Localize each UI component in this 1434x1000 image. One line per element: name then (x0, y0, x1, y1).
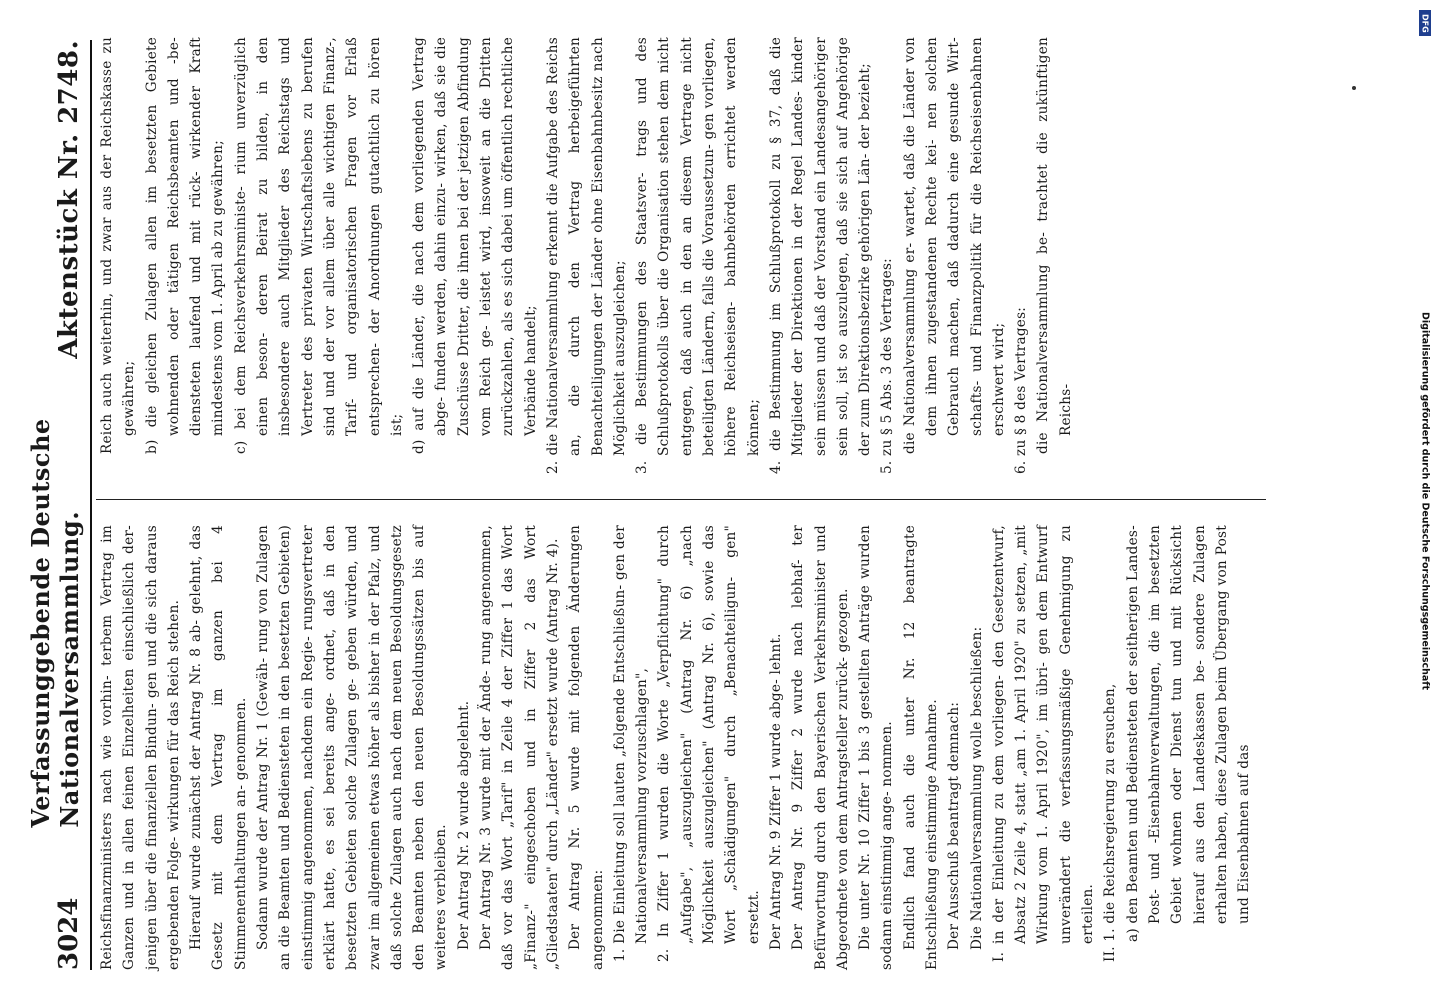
logo-text: DFG (1420, 13, 1430, 33)
paragraph: Sodann wurde der Antrag Nr. 1 (Gewäh- rung von Zulagen an die Beamten und Bediensteten in den besetzten Gebieten) einstimmig angenommen, nachdem ein Regie- rungsvertreter erklärt hatte, es sei bereits ange- ordnet, daß in den besetzten Gebieten solche Zulagen ge- geben würden, und zwar im allgemeinen etwas höher als bisher in der Pfalz, und daß solche Zulagen auch nach dem neuen Besoldungsgesetz den Beamten neben den neuen Besoldungssätzen bis auf weiteres verbleiben. (255, 525, 450, 970)
list-item: II. 1. die Reichsregierung zu ersuchen, (1102, 683, 1119, 962)
paragraph: Der Antrag Nr. 5 wurde mit folgenden Änderungen angenommen: (567, 525, 606, 970)
list-item: 5. zu § 5 Abs. 3 des Vertrages: (879, 258, 896, 474)
column-divider (96, 499, 1266, 500)
document-reference: Aktenstück Nr. 2748. (54, 40, 84, 359)
margin-note-text: Digitalisierung gefördert durch die Deutsche Forschungsgemeinschaft (1419, 312, 1431, 690)
running-title: Verfassunggebende Deutsche Nationalversammlung. (26, 418, 84, 828)
list-item: a) den Beamten und Bediensteten der seitherigen Landes-Post- und -Eisenbahnverwaltungen, die im besetzten Gebiet wohnen oder Dienst tun und mit Rücksicht hierauf aus den Landeskassen be- sondere Zulagen erhalten haben, diese Zulagen beim Übergang von Post und Eisenbahnen auf das (1124, 525, 1253, 942)
page-header (28, 40, 92, 970)
list-item: d) auf die Länder, die nach dem vorliegenden Vertrag abge- funden werden, dahin einzu- wirken, daß sie die Zuschüsse Dritter, die ihnen bei der jetzigen Abfindung vom Reich ge- leistet wird, insoweit an die Dritten zurückzahlen, als es sich dabei um öffentlich rechtliche Verbände handelt; (411, 37, 539, 454)
paragraph: Der Antrag Nr. 3 wurde mit der Ände- rung angenommen, daß vor das Wort „Tarif" in Zeile 4 der Ziffer 1 das Wort „Finanz-" eingeschoben und in Ziffer 2 das Wort „Gliedstaaten" durch „Länder" ersetzt wurde (Antrag Nr. 4). (478, 525, 561, 970)
left-text-column (96, 525, 1255, 970)
list-item: 1. Die Einleitung soll lauten „folgende Entschließun- gen der Nationalversammlung vorzuschlagen", (611, 525, 651, 962)
list-item: 4. die Bestimmung im Schlußprotokoll zu § 37, daß die Mitglieder der Direktionen in der Regel Landes- kinder sein müssen und daß der Vorstand ein Landesangehöriger sein soll, ist so auszulegen, daß sie sich auf Angehörige der zum Direktionsbezirke gehörigen Län- der bezieht; (767, 37, 874, 474)
paragraph: Die unter Nr. 10 Ziffer 1 bis 3 gestellten Anträge wurden sodann einstimmig ange- nommen. (857, 525, 896, 970)
list-item: 2. die Nationalversammlung erkennt die Aufgabe des Reichs an, die durch den Vertrag herbeigeführten Benachteiligungen der Länder ohne Eisenbahnbesitz nach Möglichkeit auszugleichen; (544, 37, 628, 474)
list-item: 3. die Bestimmungen des Staatsver- trags und des Schlußprotokolls über die Organisation stehen dem nicht entgegen, daß auch in den an diesem Vertrage nicht beteiligten Ländern, falls die Voraussetzun- gen vorliegen, höhere Reichseisen- bahnbehörden errichtet werden können; (634, 37, 762, 474)
list-item: c) bei dem Reichsverkehrsministe- rium unverzüglich einen beson- deren Beirat zu bilden, in den insbesondere auch Mitglieder des Reichstags und Vertreter des privaten Wirtschaftslebens zu berufen sind und der vor allem über alle wichtigen Finanz-, Tarif- und organisatorischen Fragen vor Erlaß entsprechen- der Anordnungen gutachtlich zu hören ist; (232, 37, 405, 454)
paragraph: Der Antrag Nr. 9 Ziffer 2 wurde nach lebhaf- ter Befürwortung durch den Bayerischen Verkehrsminister und Abgeordnete von dem Antragsteller zurück- gezogen. (790, 525, 851, 970)
paragraph: Hierauf wurde zunächst der Antrag Nr. 8 ab- gelehnt, das Gesetz mit dem Vertrag im ganzen bei 4 Stimmenenthaltungen an- genommen. (188, 525, 249, 970)
list-item: 2. In Ziffer 1 wurden die Worte „Verpflichtung" durch „Aufgabe", „auszugleichen" (Antrag Nr. 6) „nach Möglichkeit auszugleichen" (Antrag Nr. 6), sowie das Wort „Schädigungen" durch „Benachteiligun- gen" ersetzt. (656, 525, 762, 962)
page-number: 3024 (54, 897, 84, 970)
paragraph: die Nationalversammlung er- wartet, daß die Länder von dem ihnen zugestandenen Rechte kei- nen solchen Gebrauch machen, daß dadurch eine gesunde Wirt- schafts- und Finanzpolitik für die Reichseisenbahnen erschwert wird; (901, 37, 1007, 454)
paragraph: Der Antrag Nr. 9 Ziffer 1 wurde abge- lehnt. (767, 633, 784, 950)
list-item: 6. zu § 8 des Vertrages: (1013, 306, 1030, 474)
digitization-margin-note (1418, 6, 1432, 996)
list-item: I. in der Einleitung zu dem vorliegen- den Gesetzentwurf, Absatz 2 Zeile 4, statt „am 1. April 1920" zu setzen, „mit Wirkung vom 1. April 1920", im übri- gen dem Entwurf unverändert die verfassungsmäßige Genehmigung zu erteilen. (990, 525, 1097, 962)
scan-speck (1352, 86, 1356, 90)
paragraph: die Nationalversammlung be- trachtet die zukünftigen Reichs- (1035, 37, 1074, 454)
paragraph: Die Nationalversammlung wolle beschließen: (968, 626, 985, 950)
paragraph: Endlich fand auch die unter Nr. 12 beantragte Entschließung einstimmige Annahme. (901, 525, 940, 970)
paragraph: Der Ausschuß beantragt demnach: (946, 701, 963, 950)
list-item: b) die gleichen Zulagen allen im besetzten Gebiete wohnenden oder tätigen Reichsbeamten und -be- diensteten laufend und mit rück- wirkender Kraft mindestens vom 1. April ab zu gewähren; (143, 37, 227, 454)
paragraph: Reich auch weiterhin, und zwar aus der Reichskasse zu gewähren; (99, 37, 138, 454)
paragraph: Reichsfinanzministers nach wie vorhin- terbem Vertrag im Ganzen und in allen feinen Einzelheiten einschließlich der- jenigen über die finanziellen Bindun- gen und die sich daraus ergebenden Folge- wirkungen für das Reich stehen. (99, 525, 182, 970)
right-text-column (96, 37, 1077, 482)
paragraph: Der Antrag Nr. 2 wurde abgelehnt. (455, 700, 472, 950)
